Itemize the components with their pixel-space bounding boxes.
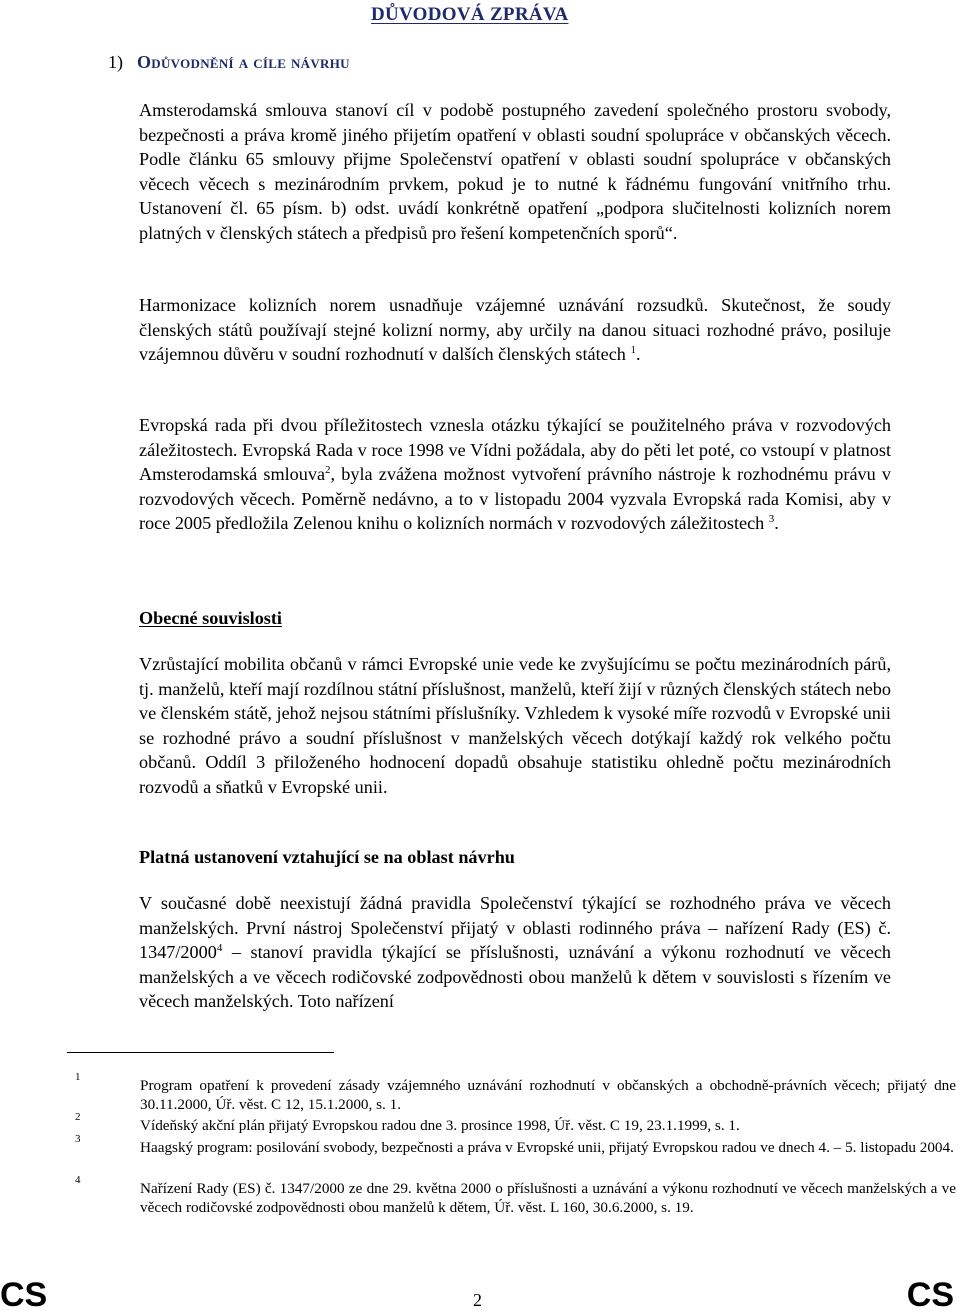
section-number: 1) [108, 52, 123, 72]
footnote-number: 3 [75, 1133, 81, 1145]
footnote-text: Haagský program: posilování svobody, bezpečnosti a práva v Evropské unii, přijatý Evropskou radou ve dnech 4. – 5. listopadu 2004. [140, 1139, 954, 1156]
paragraph-2: Harmonizace kolizních norem usnadňuje vzájemné uznávání rozsudků. Skutečnost, že soudy členských států používají stejné kolizní normy, aby určily na danou situaci rozhodné právo, posiluje vzájemnou důvěru v soudní rozhodnutí v dalších členských státech $^1$. [139, 295, 891, 364]
footnote-ref-4[interactable]: 4 [216, 941, 223, 954]
footnote-text: Program opatření k provedení zásady vzájemného uznávání rozhodnutí v občanských a obchodně-právních věcech; přijatý dne 30.11.2000, Úř. věst. C 12, 15.1.2000, s. 1. [140, 1077, 956, 1113]
document-title: DŮVODOVÁ ZPRÁVA [371, 4, 569, 25]
subheading-general-context: Obecné souvislosti [139, 608, 282, 628]
subheading-current-provisions: Platná ustanovení vztahující se na oblast návrhu [139, 847, 515, 867]
footnote-text: Vídeňský akční plán přijatý Evropskou radou dne 3. prosince 1998, Úř. věst. C 19, 23.1.1999, s. 1. [140, 1117, 740, 1134]
footnote-ref-2[interactable]: 2 [325, 463, 331, 476]
footnote-text: Nařízení Rady (ES) č. 1347/2000 ze dne 29. května 2000 o příslušnosti a uznávání a výkonu rozhodnutí ve věcech manželských a ve věcech rodičovské zodpovědnosti obou manželů k dětem, Úř. věst. L 160, 30.6.2000, s. 19. [140, 1180, 956, 1216]
footer-language-left: CS [0, 1276, 48, 1314]
paragraph-5: V současné době neexistují žádná pravidla Společenství týkající se rozhodného práva ve věcech manželských. První nástroj Společenství přijatý v oblasti rodinného práva – nařízení Rady (ES) č. 1347/2000$^4$ – stanoví pravidla týkající se příslušnosti, uznávání a výkonu rozhodnutí ve věcech manželských a ve věcech rodičovské zodpovědnosti obou manželů k dětem v souvislosti s řízením ve věcech manželských. Toto nařízení [139, 893, 891, 1011]
footnote-number: 2 [75, 1111, 81, 1123]
footnote-number: 4 [75, 1174, 81, 1186]
footnote-ref-1[interactable]: 1 [630, 343, 636, 356]
section-heading [108, 52, 350, 73]
footer-language-right: CS [906, 1276, 954, 1314]
paragraph-1: Amsterodamská smlouva stanoví cíl v podobě postupného zavedení společného prostoru svobody, bezpečnosti a práva kromě jiného přijetím opatření v oblasti soudní spolupráce v občanských věcech. Podle článku 65 smlouvy přijme Společenství opatření v oblasti soudní spolupráce v občanských věcech věcech s mezinárodním prvkem, pokud je to nutné k řádnému fungování vnitřního trhu. Ustanovení čl. 65 písm. b) odst. uvádí konkrétně opatření „podpora slučitelnosti kolizních norem platných v členských státech a předpisů pro řešení kompetenčních sporů“. [139, 100, 891, 243]
footnote-ref-3[interactable]: 3 [768, 512, 775, 525]
section-title: Odůvodnění a cíle návrhu [137, 52, 350, 72]
paragraph-3: Evropská rada při dvou příležitostech vznesla otázku týkající se použitelného práva v rozvodových záležitostech. Evropská Rada v roce 1998 ve Vídni požádala, aby do pěti let poté, co vstoupí v platnost Amsterodamská smlouva$^2$, byla zvážena možnost vytvoření právního nástroje k rozhodnému právu v rozvodových věcech. Poměrně nedávno, a to v listopadu 2004 vyzvala Evropská rada Komisi, aby v roce 2005 předložila Zelenou knihu o kolizních normách v rozvodových záležitostech $^3$. [139, 415, 891, 533]
paragraph-4: Vzrůstající mobilita občanů v rámci Evropské unie vede ke zvyšujícímu se počtu mezinárodních párů, tj. manželů, kteří mají rozdílnou státní příslušnost, manželů, kteří žijí v různých členských státech nebo ve členském státě, jehož nejsou státními příslušníky. Vzhledem k vysoké míře rozvodů v Evropské unii se rozhodné právo a soudní příslušnost v manželských věcech dotýkají každý rok velkého počtu občanů. Oddíl 3 přiloženého hodnocení dopadů obsahuje statistiku ohledně počtu mezinárodních rozvodů a sňatků v Evropské unii. [139, 654, 891, 797]
footnote-number: 1 [75, 1071, 81, 1083]
footnote-separator [67, 1052, 334, 1053]
page-number: 2 [473, 1290, 482, 1310]
